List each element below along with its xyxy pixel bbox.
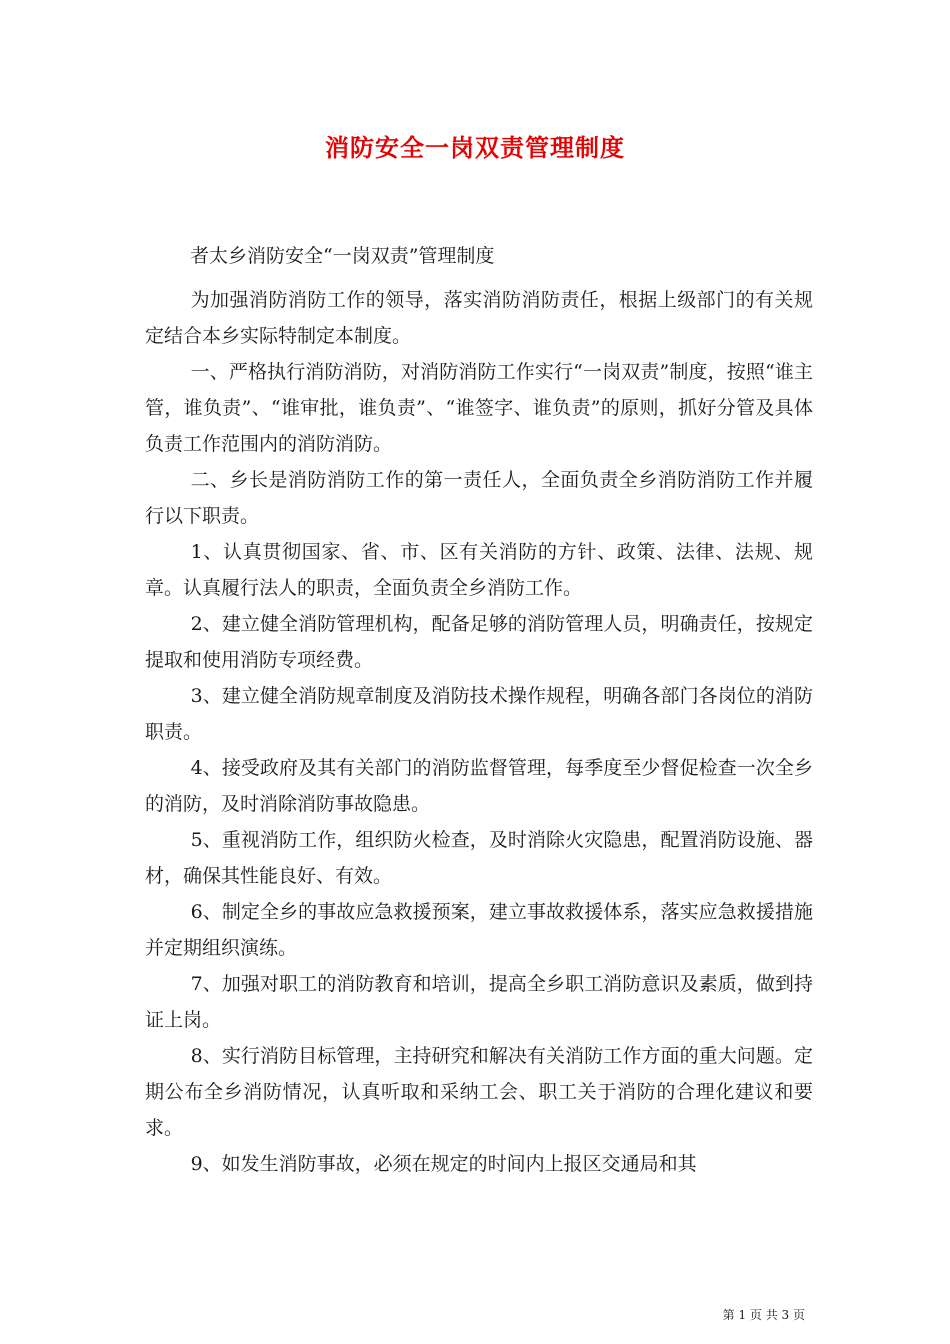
paragraph-item-8: 8、实行消防目标管理，主持研究和解决有关消防工作方面的重大问题。定期公布全乡消防情况，认真听取和采纳工会、职工关于消防的合理化建议和要求。 [145, 1045, 813, 1139]
document-subtitle: 者太乡消防安全“一岗双责”管理制度 [190, 245, 495, 267]
paragraph-item-9: 9、如发生消防事故，必须在规定的时间内上报区交通局和其 [190, 1153, 697, 1175]
paragraph-item-6: 6、制定全乡的事故应急救援预案，建立事故救援体系，落实应急救援措施并定期组织演练。 [145, 901, 813, 959]
paragraph-item-7: 7、加强对职工的消防教育和培训，提高全乡职工消防意识及素质，做到持证上岗。 [145, 973, 813, 1031]
paragraph-section-2: 二、乡长是消防消防工作的第一责任人，全面负责全乡消防消防工作并履行以下职责。 [145, 469, 813, 527]
paragraph-section-1: 一、严格执行消防消防，对消防消防工作实行“一岗双责”制度，按照“谁主管，谁负责”、“谁审批，谁负责”、“谁签字、谁负责”的原则，抓好分管及具体负责工作范围内的消防消防。 [145, 361, 813, 455]
paragraph-item-3: 3、建立健全消防规章制度及消防技术操作规程，明确各部门各岗位的消防职责。 [145, 685, 813, 743]
document-body [145, 282, 813, 1182]
paragraph-item-1: 1、认真贯彻国家、省、市、区有关消防的方针、政策、法律、法规、规章。认真履行法人的职责，全面负责全乡消防工作。 [145, 541, 813, 599]
paragraph-intro: 为加强消防消防工作的领导，落实消防消防责任，根据上级部门的有关规定结合本乡实际特制定本制度。 [145, 289, 813, 347]
paragraph-item-4: 4、接受政府及其有关部门的消防监督管理，每季度至少督促检查一次全乡的消防，及时消除消防事故隐患。 [145, 757, 813, 815]
paragraph-item-5: 5、重视消防工作，组织防火检查，及时消除火灾隐患，配置消防设施、器材，确保其性能良好、有效。 [145, 829, 813, 887]
page-number-footer: 第 1 页 共 3 页 [722, 1308, 805, 1322]
paragraph-item-2: 2、建立健全消防管理机构，配备足够的消防管理人员，明确责任，按规定提取和使用消防专项经费。 [145, 613, 813, 671]
document-title: 消防安全一岗双责管理制度 [325, 133, 625, 162]
